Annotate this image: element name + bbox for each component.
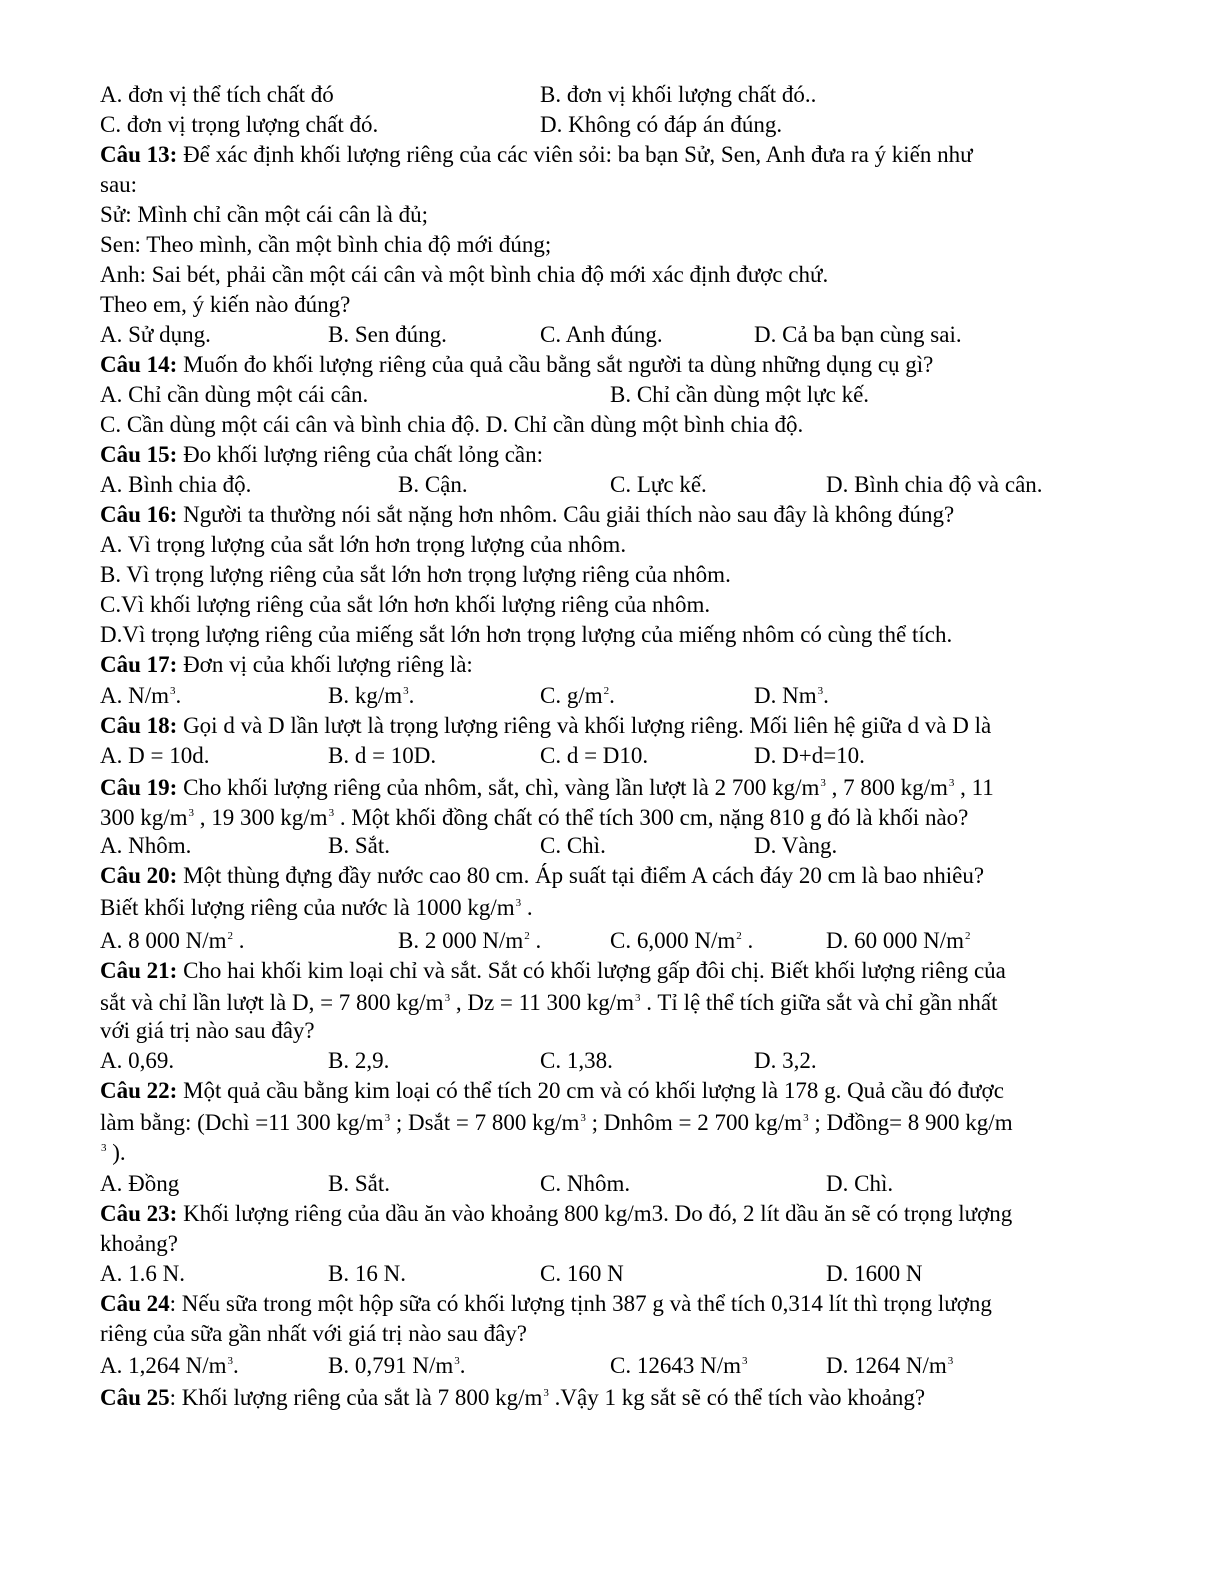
line-text: : Nếu sữa trong một hộp sữa có khối lượng tịnh 387 g và thể tích 0,314 lít thì trọng lượng <box>169 1291 992 1316</box>
answer-option <box>754 741 865 771</box>
option-text: D. 3,2. <box>754 1048 817 1073</box>
question-line <box>100 773 1160 803</box>
answer-option <box>826 1169 893 1199</box>
text-line <box>100 560 1160 590</box>
line-text: Biết khối lượng riêng của nước là 1000 $kg/m^3$ . <box>100 895 533 920</box>
text-line <box>100 170 1160 200</box>
option-text: C. 12643 N/m <box>610 1353 741 1378</box>
option-text: C. 6,000 N/m <box>610 928 736 953</box>
answer-option <box>610 926 753 956</box>
line-text: Đo khối lượng riêng của chất lỏng cần: <box>177 442 544 467</box>
question-line <box>100 711 1160 741</box>
answer-option <box>328 831 390 861</box>
question-line <box>100 1383 1160 1413</box>
option-text: A. 1.6 N. <box>100 1261 185 1286</box>
question-number: Câu 18: <box>100 713 178 738</box>
line-text: Gọi d và D lần lượt là trọng lượng riêng và khối lượng riêng. Mối liên hệ giữa d và D là <box>177 713 992 738</box>
text-line <box>100 590 1160 620</box>
text-line <box>100 893 1160 923</box>
option-text: B. Chỉ cần dùng một lực kế. <box>610 382 870 407</box>
answer-option <box>100 1259 185 1289</box>
option-text: A. Sử dụng. <box>100 322 211 347</box>
line-text: Sử: Mình chỉ cần một cái cân là đủ; <box>100 202 428 227</box>
option-text: D. Cả ba bạn cùng sai. <box>754 322 962 347</box>
option-text: A. 8 000 N/m <box>100 928 227 953</box>
option-text: C. g/m <box>540 683 603 708</box>
option-text: A. Đồng <box>100 1171 180 1196</box>
question-number: Câu 20: <box>100 863 178 888</box>
answer-option <box>754 831 837 861</box>
line-text: riêng của sữa gần nhất với giá trị nào sau đây? <box>100 1321 527 1346</box>
option-text: A. 0,69. <box>100 1048 175 1073</box>
question-line <box>100 500 1160 530</box>
question-number: Câu 15: <box>100 442 178 467</box>
question-number: Câu 21: <box>100 958 178 983</box>
line-text: Một thùng đựng đầy nước cao 80 cm. Áp suất tại điểm A cách đáy 20 cm là bao nhiêu? <box>177 863 985 888</box>
text-line <box>100 530 1160 560</box>
question-number: Câu 24 <box>100 1291 170 1316</box>
option-suffix: . <box>823 683 829 708</box>
unit-exponent: 3 <box>403 685 409 697</box>
answer-option <box>100 1046 174 1076</box>
option-text: B. 2,9. <box>328 1048 390 1073</box>
line-text: sau: <box>100 172 138 197</box>
line-text: C.Vì khối lượng riêng của sắt lớn hơn khối lượng riêng của nhôm. <box>100 592 711 617</box>
question-line <box>100 1199 1160 1229</box>
option-suffix: . <box>175 683 182 708</box>
unit-exponent: 2 <box>227 930 233 942</box>
line-text: : Khối lượng riêng của sắt là 7 800 $kg/m^3$ .Vậy 1 kg sắt sẽ có thể tích vào khoảng? <box>169 1385 926 1410</box>
answer-option <box>540 1169 630 1199</box>
option-text: D. 1264 N/m <box>826 1353 947 1378</box>
option-suffix: . <box>459 1353 466 1378</box>
answer-option <box>610 1351 747 1381</box>
answer-option <box>100 1351 239 1381</box>
line-text: Cho khối lượng riêng của nhôm, sắt, chì, vàng lần lượt là 2 700 $kg/m^3$ , 7 800 $kg/m^3$ , 11 <box>177 775 994 800</box>
answer-option <box>826 470 1043 500</box>
text-line <box>100 803 1160 833</box>
question-number: Câu 19: <box>100 775 178 800</box>
option-text: A. Nhôm. <box>100 833 192 858</box>
answer-option <box>100 741 209 771</box>
line-text: sắt và chỉ lần lượt là D, = 7 800 $kg/m^3$ , Dz = 11 300 $kg/m^3$ . Tỉ lệ thể tích giữa sắt và chỉ gần nhất <box>100 990 998 1015</box>
answer-option <box>540 80 816 110</box>
line-text: Khối lượng riêng của dầu ăn vào khoảng 800 kg/m3. Do đó, 2 lít dầu ăn sẽ có trọng lượng <box>177 1201 1013 1226</box>
option-suffix: . <box>233 1353 239 1378</box>
option-text: A. đơn vị thể tích chất đó <box>100 82 334 107</box>
question-line <box>100 861 1160 891</box>
option-text: B. Cận. <box>398 472 468 497</box>
option-text: B. kg/m <box>328 683 403 708</box>
question-line <box>100 650 1160 680</box>
unit-exponent: 3 <box>741 1355 748 1367</box>
line-text: B. Vì trọng lượng riêng của sắt lớn hơn trọng lượng riêng của nhôm. <box>100 562 731 587</box>
answer-option <box>328 1169 390 1199</box>
option-text: C. đơn vị trọng lượng chất đó. <box>100 112 379 137</box>
unit-exponent: 3 <box>454 1355 460 1367</box>
option-text: B. đơn vị khối lượng chất đó.. <box>540 82 817 107</box>
answer-option <box>398 470 468 500</box>
answer-option <box>540 320 663 350</box>
question-line <box>100 956 1160 986</box>
option-text: A. N/m <box>100 683 169 708</box>
line-text: Cho hai khối kim loại chỉ và sắt. Sắt có khối lượng gấp đôi chị. Biết khối lượng riêng của <box>177 958 1006 983</box>
answer-option <box>540 741 648 771</box>
text-line <box>100 1229 1160 1259</box>
option-text: B. 2 000 N/m <box>398 928 524 953</box>
text-line <box>100 230 1160 260</box>
option-text: D. 60 000 N/m <box>826 928 964 953</box>
text-line <box>100 260 1160 290</box>
line-text: $^3$ ). <box>101 1140 126 1165</box>
unit-exponent: 2 <box>736 930 742 942</box>
text-line <box>100 290 1160 320</box>
question-line <box>100 140 1160 170</box>
option-text: C. Chì. <box>540 833 606 858</box>
question-number: Câu 22: <box>100 1078 178 1103</box>
text-line <box>100 1016 1160 1046</box>
answer-option <box>540 1259 624 1289</box>
text-line <box>100 410 1160 440</box>
unit-exponent: 2 <box>603 685 610 697</box>
answer-option <box>100 831 191 861</box>
line-text: Để xác định khối lượng riêng của các viên sỏi: ba bạn Sử, Sen, Anh đưa ra ý kiến như <box>177 142 973 167</box>
line-text: Muốn đo khối lượng riêng của quả cầu bằng sắt người ta dùng những dụng cụ gì? <box>177 352 934 377</box>
option-text: D. Nm <box>754 683 817 708</box>
option-text: B. Sắt. <box>328 1171 390 1196</box>
option-text: A. Chỉ cần dùng một cái cân. <box>100 382 369 407</box>
unit-exponent: 2 <box>524 930 530 942</box>
line-text: Người ta thường nói sắt nặng hơn nhôm. Câu giải thích nào sau đây là không đúng? <box>177 502 955 527</box>
option-text: C. 1,38. <box>540 1048 613 1073</box>
unit-exponent: 3 <box>817 685 824 697</box>
line-text: A. Vì trọng lượng của sắt lớn hơn trọng lượng của nhôm. <box>100 532 627 557</box>
answer-option <box>826 1351 953 1381</box>
answer-option <box>826 1259 922 1289</box>
answer-option <box>328 681 414 711</box>
answer-option <box>100 110 378 140</box>
question-line <box>100 440 1160 470</box>
answer-option <box>328 1046 389 1076</box>
line-text: 300 $kg/m^3$ , 19 300 $kg/m^3$ . Một khối đồng chất có thể tích 300 cm, nặng 810 g đó là khối nào? <box>100 805 969 830</box>
option-text: D. Không có đáp án đúng. <box>540 112 783 137</box>
answer-option <box>100 320 211 350</box>
text-line <box>100 988 1160 1018</box>
unit-exponent: 3 <box>227 1355 233 1367</box>
text-line <box>100 1319 1160 1349</box>
option-text: D. Vàng. <box>754 833 838 858</box>
option-text: C. Lực kế. <box>610 472 707 497</box>
text-line <box>100 200 1160 230</box>
answer-option <box>328 741 436 771</box>
text-line <box>100 1138 1160 1168</box>
answer-option <box>100 80 334 110</box>
answer-option <box>610 380 869 410</box>
line-text: Đơn vị của khối lượng riêng là: <box>177 652 473 677</box>
question-number: Câu 17: <box>100 652 178 677</box>
line-text: C. Cần dùng một cái cân và bình chia độ. D. Chỉ cần dùng một bình chia độ. <box>100 412 804 437</box>
question-line <box>100 350 1160 380</box>
option-text: C. Nhôm. <box>540 1171 631 1196</box>
option-text: B. d = 10D. <box>328 743 437 768</box>
option-text: C. Anh đúng. <box>540 322 663 347</box>
question-line <box>100 1289 1160 1319</box>
option-text: C. 160 N <box>540 1261 624 1286</box>
answer-option <box>610 470 707 500</box>
option-text: B. Sen đúng. <box>328 322 447 347</box>
option-text: D. Bình chia độ và cân. <box>826 472 1043 497</box>
line-text: Theo em, ý kiến nào đúng? <box>100 292 351 317</box>
text-line <box>100 1108 1160 1138</box>
option-suffix: . <box>408 683 415 708</box>
option-text: A. Bình chia độ. <box>100 472 252 497</box>
answer-option <box>100 681 181 711</box>
line-text: D.Vì trọng lượng riêng của miếng sắt lớn hơn trọng lượng của miếng nhôm có cùng thể tích. <box>100 622 953 647</box>
answer-option <box>100 1169 179 1199</box>
answer-option <box>100 380 368 410</box>
option-suffix: . <box>233 928 245 953</box>
answer-option <box>754 320 962 350</box>
unit-exponent: 2 <box>965 930 971 942</box>
answer-option <box>100 926 245 956</box>
line-text: Sen: Theo mình, cần một bình chia độ mới đúng; <box>100 232 552 257</box>
option-suffix: . <box>741 928 754 953</box>
option-text: B. 16 N. <box>328 1261 406 1286</box>
answer-option <box>540 831 606 861</box>
question-number: Câu 16: <box>100 502 178 527</box>
line-text: khoảng? <box>100 1231 178 1256</box>
option-text: A. 1,264 N/m <box>100 1353 227 1378</box>
answer-option <box>328 1351 465 1381</box>
line-text: với giá trị nào sau đây? <box>100 1018 315 1043</box>
answer-option <box>540 110 782 140</box>
text-line <box>100 620 1160 650</box>
answer-option <box>398 926 541 956</box>
option-suffix: . <box>609 683 615 708</box>
answer-option <box>328 320 447 350</box>
answer-option <box>328 1259 406 1289</box>
option-text: B. Sắt. <box>328 833 390 858</box>
answer-option <box>540 1046 613 1076</box>
question-number: Câu 14: <box>100 352 178 377</box>
answer-option <box>540 681 615 711</box>
question-number: Câu 25 <box>100 1385 170 1410</box>
line-text: Anh: Sai bét, phải cần một cái cân và một bình chia độ mới xác định được chứ. <box>100 262 829 287</box>
option-text: B. 0,791 N/m <box>328 1353 454 1378</box>
answer-option <box>100 470 251 500</box>
answer-option <box>754 1046 817 1076</box>
question-line <box>100 1076 1160 1106</box>
answer-option <box>826 926 971 956</box>
option-suffix: . <box>529 928 542 953</box>
answer-option <box>754 681 829 711</box>
unit-exponent: 3 <box>170 685 176 697</box>
option-text: C. d = D10. <box>540 743 649 768</box>
option-text: D. Chì. <box>826 1171 894 1196</box>
question-number: Câu 13: <box>100 142 178 167</box>
option-text: D. 1600 N <box>826 1261 923 1286</box>
line-text: làm bằng: (Dchì =11 300 $kg/m^3$ ; Dsắt = 7 800 $kg/m^3$ ; Dnhôm = 2 700 $kg/m^3$ ; Dđồng= 8 900 kg/m <box>100 1110 1013 1135</box>
line-text: Một quả cầu bằng kim loại có thể tích 20 cm và có khối lượng là 178 g. Quả cầu đó được <box>177 1078 1004 1103</box>
option-text: A. D = 10d. <box>100 743 210 768</box>
question-number: Câu 23: <box>100 1201 178 1226</box>
option-text: D. D+d=10. <box>754 743 865 768</box>
unit-exponent: 3 <box>947 1355 954 1367</box>
